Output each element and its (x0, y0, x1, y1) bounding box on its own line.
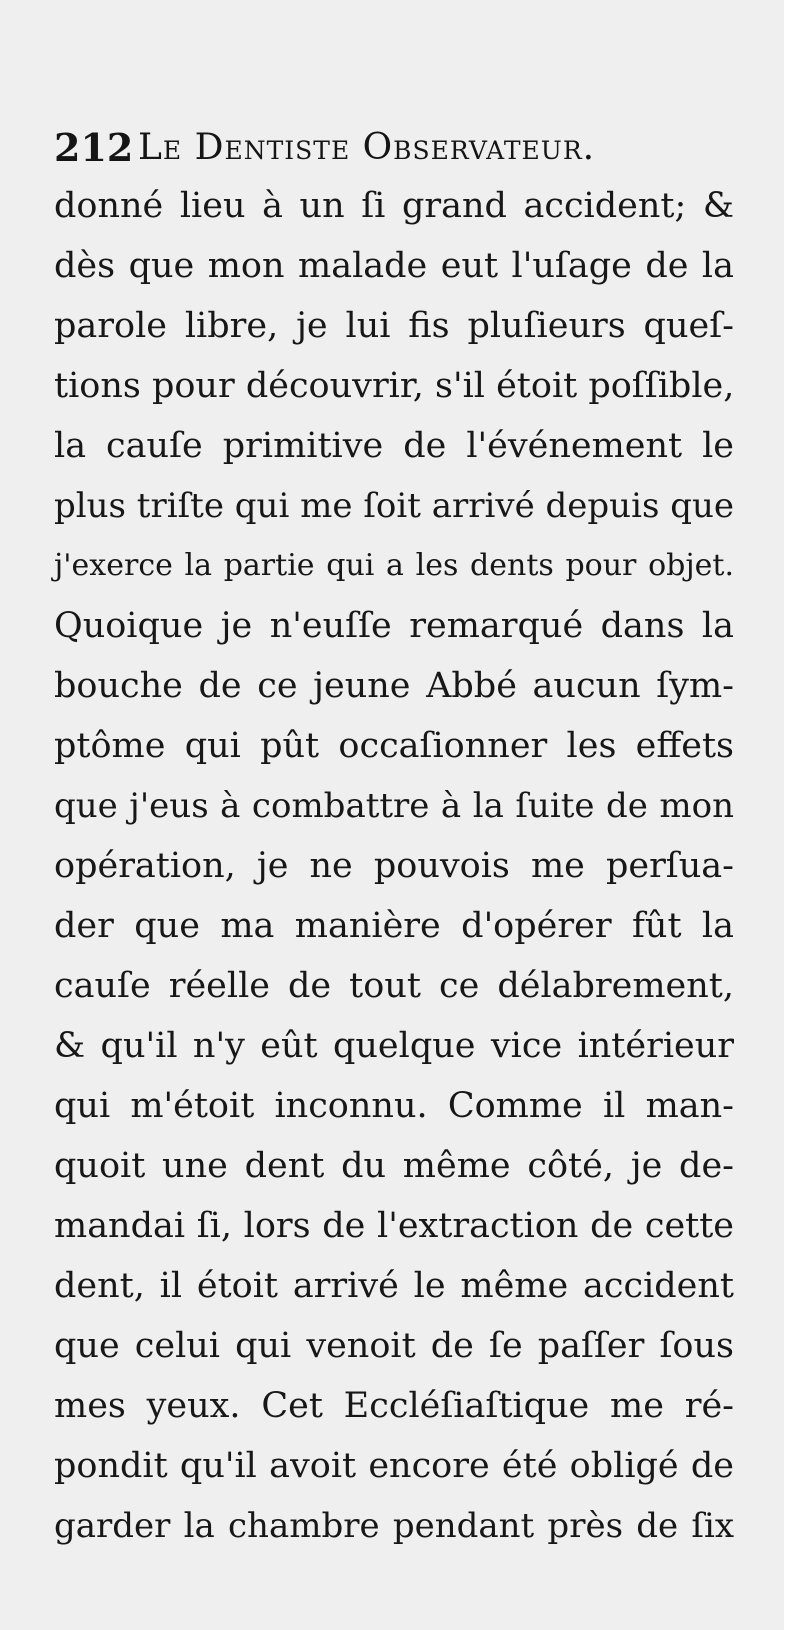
text-line: donné lieu à un ſi grand accident; & (54, 186, 734, 226)
page-edge (784, 0, 800, 1630)
text-line: opération, je ne pouvois me perſua- (54, 846, 734, 886)
text-line: garder la chambre pendant près de ſix (54, 1506, 734, 1546)
text-line: que celui qui venoit de ſe paſſer ſous (54, 1326, 734, 1366)
text-line: dent, il étoit arrivé le même accident (54, 1266, 734, 1306)
text-line: la cauſe primitive de l'événement le (54, 426, 734, 466)
text-line: qui m'étoit inconnu. Comme il man- (54, 1086, 734, 1126)
text-line: mes yeux. Cet Eccléſiaſtique me ré- (54, 1386, 734, 1426)
text-line: der que ma manière d'opérer fût la (54, 906, 734, 946)
running-header (44, 120, 704, 176)
text-line: parole libre, je lui fis pluſieurs queſ- (54, 306, 734, 346)
text-line: ptôme qui pût occaſionner les effets (54, 726, 734, 766)
body-text (54, 176, 734, 1556)
text-line: plus triſte qui me ſoit arrivé depuis que (54, 486, 734, 526)
text-line: quoit une dent du même côté, je de- (54, 1146, 734, 1186)
text-line: dès que mon malade eut l'uſage de la (54, 246, 734, 286)
text-line: mandai ſi, lors de l'extraction de cette (54, 1206, 734, 1246)
page-number: 212 (54, 125, 134, 170)
text-line: pondit qu'il avoit encore été obligé de (54, 1446, 734, 1486)
text-line: cauſe réelle de tout ce délabrement, (54, 966, 734, 1006)
text-line: bouche de ce jeune Abbé aucun ſym- (54, 666, 734, 706)
text-line: que j'eus à combattre à la ſuite de mon (54, 786, 734, 826)
text-line: & qu'il n'y eût quelque vice intérieur (54, 1026, 734, 1066)
text-line: Quoique je n'euſſe remarqué dans la (54, 606, 734, 646)
text-line: tions pour découvrir, s'il étoit poſſible, (54, 366, 735, 406)
text-line: j'exerce la partie qui a les dents pour objet. (54, 548, 734, 583)
running-title: Le Dentiste Observateur. (138, 127, 596, 168)
